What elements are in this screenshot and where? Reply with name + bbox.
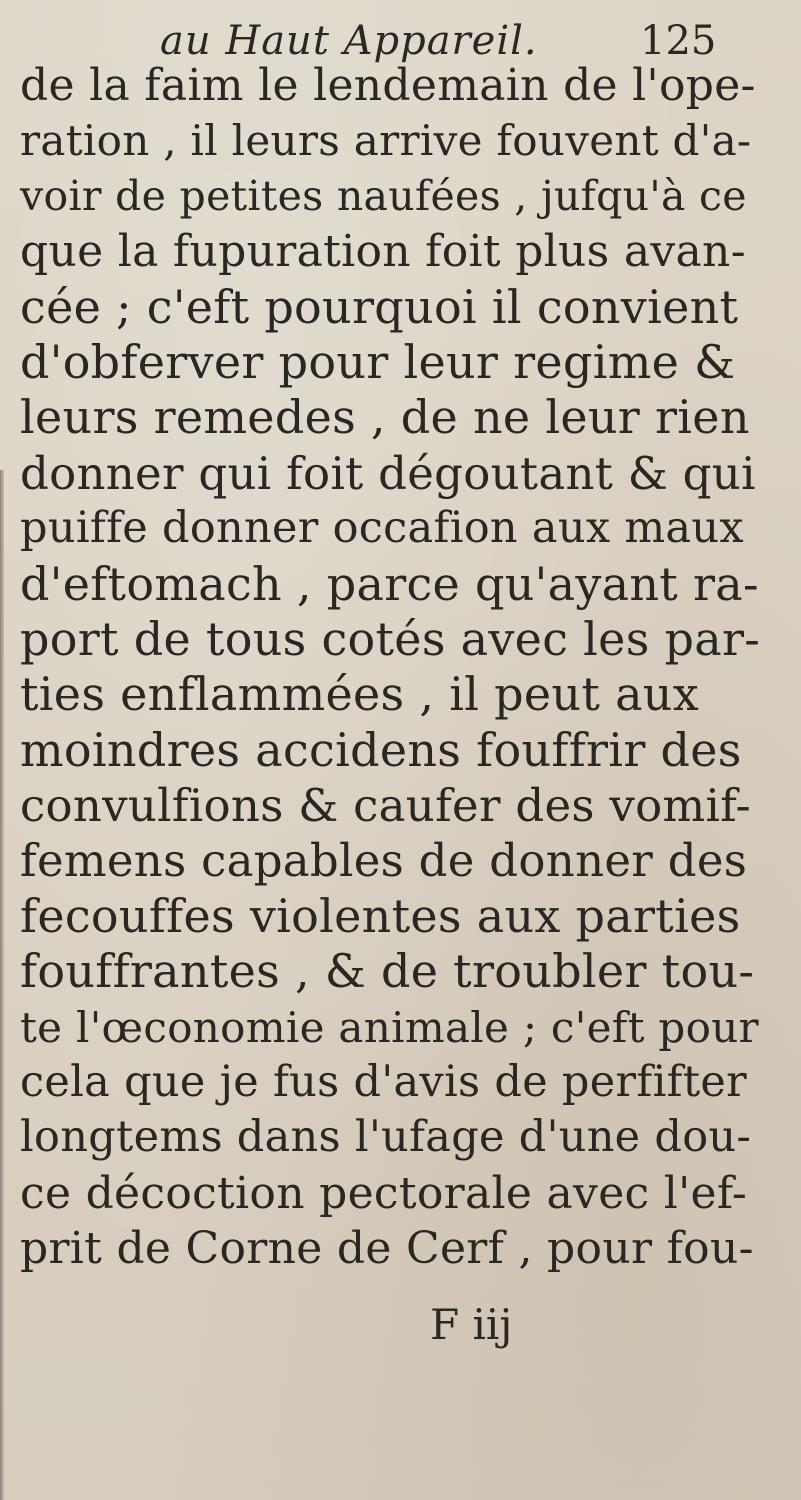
text-line: puiffe donner occafion aux maux <box>20 503 744 554</box>
body-text <box>20 58 760 1277</box>
text-line: port de tous cotés avec les par- <box>20 611 761 666</box>
text-line: te l'œconomie animale ; c'eft pour <box>20 1002 759 1052</box>
page-number: 125 <box>640 18 717 64</box>
text-line: que la fupuration foit plus avan- <box>20 226 746 278</box>
page-binding-edge <box>0 470 4 1500</box>
text-line: femens capables de donner des <box>20 834 748 888</box>
text-line: moindres accidens fouffrir des <box>20 722 742 777</box>
text-line: d'obferver pour leur regime & <box>20 334 736 389</box>
text-line: prit de Corne de Cerf , pour fou- <box>20 1223 754 1275</box>
text-line: voir de petites naufées , jufqu'à ce <box>20 171 747 220</box>
text-line: cela que je fus d'avis de perfifter <box>20 1057 748 1108</box>
text-line: ce décoction pectorale avec l'ef- <box>20 1167 748 1219</box>
text-line: leurs remedes , de ne leur rien <box>20 390 750 445</box>
text-line: de la faim le lendemain de l'ope- <box>20 60 756 111</box>
text-line: ration , il leurs arrive fouvent d'a- <box>20 116 752 166</box>
text-line: convulfions & caufer des vomif- <box>20 779 752 833</box>
running-head: au Haut Appareil. <box>160 18 538 64</box>
text-line: d'eftomach , parce qu'ayant ra- <box>20 556 759 611</box>
text-line: ties enflammées , il peut aux <box>20 667 699 722</box>
text-line: cée ; c'eft pourquoi il convient <box>20 279 739 334</box>
signature-mark: F iij <box>430 1300 513 1349</box>
text-line: fouffrantes , & de troubler tou- <box>20 944 755 999</box>
text-line: donner qui foit dégoutant & qui <box>20 446 756 500</box>
text-line: longtems dans l'ufage d'une dou- <box>20 1112 752 1163</box>
text-line: fecouffes violentes aux parties <box>20 888 741 943</box>
